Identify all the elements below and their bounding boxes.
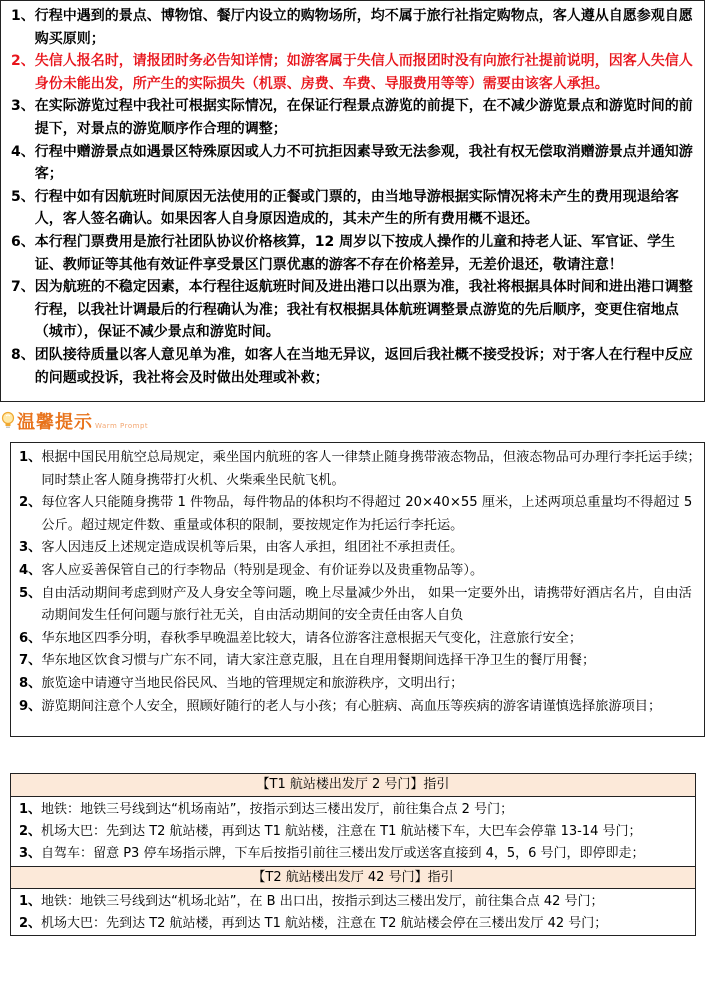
guide-row-text: 地铁三号线到达“机场北站”，在 B 出口出，按指示到达三楼出发厅，前往集合点 42 号门； xyxy=(80,893,604,909)
tips-item-text: 华东地区四季分明，春秋季早晚温差比较大，请各位游客注意根据天气变化，注意旅行安全； xyxy=(41,630,583,646)
terms-item-text: 行程中如有因航班时间原因无法使用的正餐或门票的，由当地导游根据实际情况将未产生的费用现退给客人，客人签名确认。如果因客人自身原因造成的，其未产生的所有费用概不退还。 xyxy=(34,188,679,228)
guide-row-text: 地铁三号线到达“机场南站”，按指示到达三楼出发厅，前往集合点 2 号门； xyxy=(80,802,514,817)
tips-item-text: 自由活动期间考虑到财产及人身安全等问题，晚上尽量减少外出， 如果一定要外出，请携带好酒店名片，自由活动期间发生任何问题与旅行社无关，自由活动期间的安全责任由客人自负 xyxy=(41,585,692,624)
guide-row-label: 自驾车： xyxy=(41,846,94,862)
tips-header xyxy=(0,405,705,437)
tips-item-text: 华东地区饮食习惯与广东不同，请大家注意克服，且在自理用餐期间选择干净卫生的餐厅用餐； xyxy=(41,653,596,669)
tips-item-text: 每位客人只能随身携带 1 件物品，每件物品的体积均不得超过 20×40×55 厘米，上述两项总重量均不得超过 5 公斤。超过规定件数、重量或体积的限制，要按规定作为托运行李托运。 xyxy=(41,495,693,533)
terms-item-text: 本行程门票费用是旅行社团队协议价格核算，12 周岁以下按成人操作的儿童和持老人证、军官证、学生证、教师证等其他有效证件享受景区门票优惠的游客不存在价格差异，无差价退还，敬请注意！ xyxy=(34,233,676,273)
tips-item xyxy=(19,673,702,696)
terms-item-number: 4、 xyxy=(11,143,35,160)
terms-item-text: 团队接待质量以客人意见单为准，如客人在当地无异议，返回后我社概不接受投诉；对于客人在行程中反应的问题或投诉，我社将会及时做出处理或补救； xyxy=(34,346,693,386)
airport-guide-table xyxy=(10,773,696,936)
tips-item-number: 2、 xyxy=(19,495,42,511)
guide-row xyxy=(19,891,691,913)
guide-row-label: 机场大巴： xyxy=(41,915,107,931)
t2-guide-header: 【T2 航站楼出发厅 42 号门】指引 xyxy=(11,866,695,889)
terms-item-number: 3、 xyxy=(11,98,35,115)
tips-item-number: 5、 xyxy=(19,585,42,601)
guide-row-number: 2、 xyxy=(19,824,42,840)
guide-row-number: 3、 xyxy=(19,846,42,862)
tips-item xyxy=(19,696,702,719)
tips-item-number: 3、 xyxy=(19,540,42,556)
terms-item-number: 7、 xyxy=(11,279,35,296)
terms-item-text: 在实际游览过程中我社可根据实际情况，在保证行程景点游览的前提下，在不减少游览景点和游览时间的前提下，对景点的游览顺序作合理的调整； xyxy=(34,98,693,137)
terms-item xyxy=(11,141,700,186)
terms-item-number: 8、 xyxy=(11,346,35,363)
guide-row xyxy=(19,843,691,865)
tips-item-number: 4、 xyxy=(19,562,42,578)
tips-box xyxy=(10,442,705,737)
terms-item-number: 2、 xyxy=(11,53,35,70)
guide-row-text: 先到达 T2 航站楼，再到达 T1 航站楼，注意在 T1 航站楼下车，大巴车会停靠 13-14 号门； xyxy=(106,824,642,840)
terms-item xyxy=(11,50,700,95)
tips-item xyxy=(19,492,702,537)
terms-item-text: 行程中赠游景点如遇景区特殊原因或人力不可抗拒因素导致无法参观，我社有权无偿取消赠游景点并通知游客； xyxy=(34,143,693,183)
tips-subtitle: Warm Prompt xyxy=(95,421,149,430)
guide-row-number: 1、 xyxy=(19,802,42,817)
terms-item xyxy=(11,276,700,344)
tips-item xyxy=(19,537,702,560)
tips-item-text: 根据中国民用航空总局规定，乘坐国内航班的客人一律禁止随身携带液态物品，但液态物品可办理行李托运手续；同时禁止客人随身携带打火机、火柴乘坐民航飞机。 xyxy=(41,450,701,488)
terms-item-number: 6、 xyxy=(11,233,35,250)
tips-item xyxy=(19,447,702,492)
tips-title: 温馨提示 xyxy=(17,412,93,433)
tips-item-number: 8、 xyxy=(19,675,42,691)
tips-item-text: 旅览途中请遵守当地民俗民风、当地的管理规定和旅游秩序，文明出行； xyxy=(41,675,464,691)
tips-item-text: 客人应妥善保管自己的行李物品（特别是现金、有价证券以及贵重物品等）。 xyxy=(41,562,484,578)
terms-item-text: 失信人报名时，请报团时务必告知详情；如游客属于失信人而报团时没有向旅行社提前说明，因客人失信人身份未能出发，所产生的实际损失（机票、房费、车费、导服费用等等）需要由该客人承担。 xyxy=(34,53,693,92)
guide-row xyxy=(19,821,691,843)
terms-item-text: 因为航班的不稳定因素，本行程往返航班时间及进出港口以出票为准，我社将根据具体时间和进出港口调整行程，以我社计调最后的行程确认为准；我社有权根据具体航班调整景点游览的先后顺序，变更住宿地点（城市），保证不减少景点和游览时间。 xyxy=(34,279,693,341)
guide-row xyxy=(19,799,691,821)
terms-item xyxy=(11,95,700,140)
guide-row-label: 机场大巴： xyxy=(41,824,107,840)
terms-box xyxy=(0,0,705,402)
terms-item xyxy=(11,186,700,231)
guide-row-label: 地铁： xyxy=(41,893,81,909)
terms-item xyxy=(11,231,700,276)
tips-item-number: 7、 xyxy=(19,653,42,669)
t1-guide-body xyxy=(11,797,695,866)
t2-guide-body xyxy=(11,889,695,935)
tips-item xyxy=(19,583,702,628)
t1-guide-header: 【T1 航站楼出发厅 2 号门】指引 xyxy=(11,774,695,797)
terms-item-text: 行程中遇到的景点、博物馆、餐厅内设立的购物场所，均不属于旅行社指定购物点，客人遵从自愿参观自愿购买原则； xyxy=(34,8,693,47)
lightbulb-icon xyxy=(1,411,15,431)
tips-item-number: 9、 xyxy=(19,698,42,714)
terms-item-number: 5、 xyxy=(11,188,35,205)
guide-row-number: 2、 xyxy=(19,915,42,931)
guide-row-text: 留意 P3 停车场指示牌，下车后按指引前往三楼出发厅或送客直接到 4，5，6 号门，即停即走； xyxy=(93,846,645,862)
guide-row-text: 先到达 T2 航站楼，再到达 T1 航站楼，注意在 T2 航站楼会停在三楼出发厅 42 号门； xyxy=(106,915,608,931)
guide-row-number: 1、 xyxy=(19,893,42,909)
guide-row-label: 地铁： xyxy=(41,802,81,817)
tips-item xyxy=(19,560,702,583)
terms-item-number: 1、 xyxy=(11,8,35,24)
tips-item-number: 6、 xyxy=(19,630,42,646)
tips-item-text: 游览期间注意个人安全，照顾好随行的老人与小孩；有心脏病、高血压等疾病的游客请谨慎选择旅游项目； xyxy=(41,698,662,714)
tips-item-number: 1、 xyxy=(19,450,42,465)
tips-item xyxy=(19,628,702,651)
tips-item xyxy=(19,650,702,673)
tips-item-text: 客人因违反上述规定造成误机等后果，由客人承担，组团社不承担责任。 xyxy=(41,540,464,556)
guide-row xyxy=(19,913,691,935)
terms-item xyxy=(11,344,700,389)
terms-item xyxy=(11,5,700,50)
